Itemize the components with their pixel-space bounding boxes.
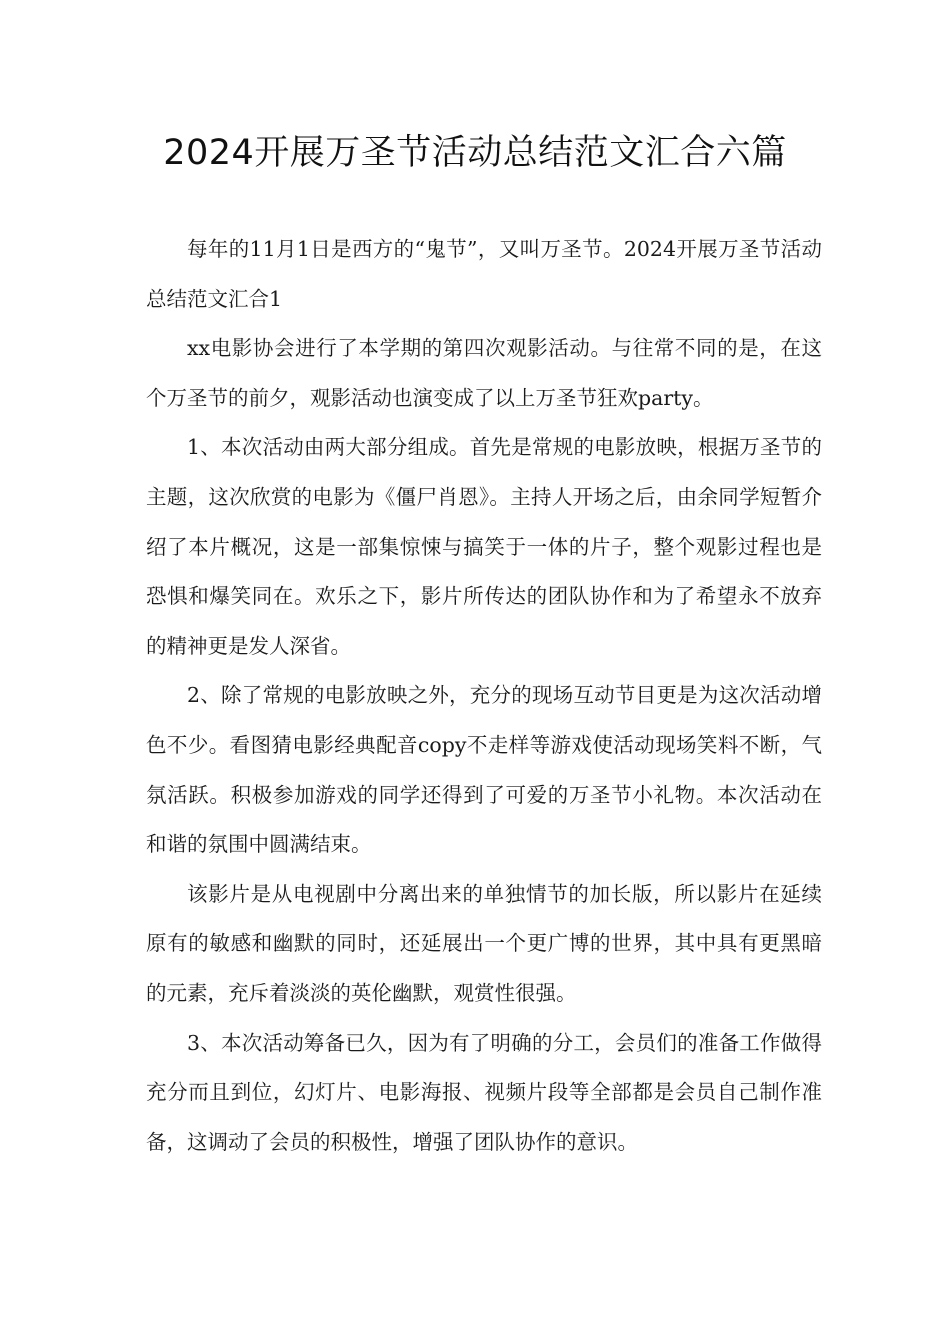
- document-title: 2024开展万圣节活动总结范文汇合六篇: [163, 133, 787, 173]
- paragraph-activity-overview: xx电影协会进行了本学期的第四次观影活动。与往常不同的是，在这个万圣节的前夕，观影活动也演变成了以上万圣节狂欢party。: [146, 336, 822, 410]
- paragraph-point-3: 3、本次活动筹备已久，因为有了明确的分工，会员们的准备工作做得充分而且到位，幻灯片、电影海报、视频片段等全部都是会员自己制作准备，这调动了会员的积极性，增强了团队协作的意识。: [146, 1030, 822, 1154]
- paragraph-point-1: 1、本次活动由两大部分组成。首先是常规的电影放映，根据万圣节的主题，这次欣赏的电影为《僵尸肖恩》。主持人开场之后，由余同学短暂介绍了本片概况，这是一部集惊悚与搞笑于一体的片子，整个观影过程也是恐惧和爆笑同在。欢乐之下，影片所传达的团队协作和为了希望永不放弃的精神更是发人深省。: [146, 435, 822, 658]
- paragraph-film-note: 该影片是从电视剧中分离出来的单独情节的加长版，所以影片在延续原有的敏感和幽默的同时，还延展出一个更广博的世界，其中具有更黑暗的元素，充斥着淡淡的英伦幽默，观赏性很强。: [146, 881, 822, 1005]
- document-body: [146, 225, 822, 1167]
- paragraph-intro: 每年的11月1日是西方的“鬼节”，又叫万圣节。2024开展万圣节活动总结范文汇合1: [146, 237, 822, 311]
- paragraph-point-2: 2、除了常规的电影放映之外，充分的现场互动节目更是为这次活动增色不少。看图猜电影经典配音copy不走样等游戏使活动现场笑料不断，气氛活跃。积极参加游戏的同学还得到了可爱的万圣节小礼物。本次活动在和谐的氛围中圆满结束。: [146, 683, 822, 857]
